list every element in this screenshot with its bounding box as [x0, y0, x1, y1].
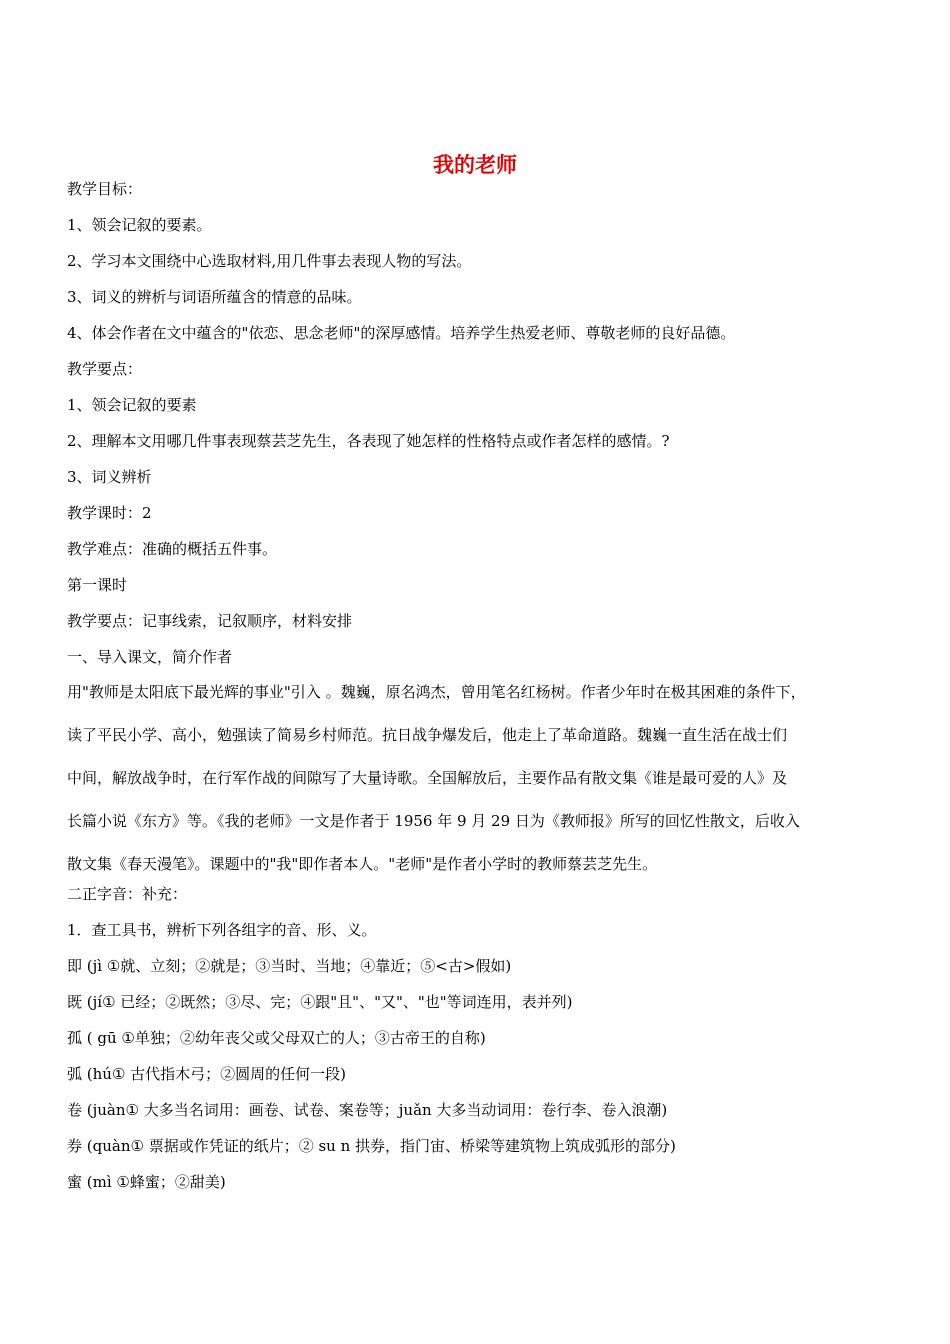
page-title: 我的老师 [433, 153, 517, 177]
paragraph-line: 长篇小说《东方》等。《我的老师》一文是作者于 1956 年 9 月 29 日为《教师报》所写的回忆性散文，后收入 [67, 812, 800, 830]
character-entry: 蜜 (mì ①蜂蜜；②甜美) [67, 1173, 226, 1191]
section-heading-goals: 教学目标： [67, 180, 143, 198]
section-heading-intro: 一、导入课文，简介作者 [67, 648, 233, 666]
paragraph-line: 散文集《春天漫笔》。课题中的"我"即作者本人。"老师"是作者小学时的教师蔡芸芝先生。 [67, 855, 658, 873]
character-entry: 弧 (hú① 古代指木弓；②圆周的任何一段) [67, 1065, 347, 1083]
author-intro-paragraph [67, 681, 897, 896]
character-entry: 既 (jí① 已经；②既然；③尽、完；④跟"且"、"又"、"也"等词连用，表并列) [67, 993, 573, 1011]
goal-item: 2、学习本文围绕中心选取材料,用几件事去表现人物的写法。 [67, 252, 472, 270]
lesson-heading: 第一课时 [67, 576, 128, 594]
goal-item: 3、词义的辨析与词语所蕴含的情意的品味。 [67, 288, 362, 306]
exercise-instruction: 1．查工具书，辨析下列各组字的音、形、义。 [67, 921, 377, 939]
goal-item: 4、体会作者在文中蕴含的"依恋、思念老师"的深厚感情。培养学生热爱老师、尊敬老师的良好品德。 [67, 324, 736, 342]
paragraph-line: 读了平民小学、高小，勉强读了简易乡村师范。抗日战争爆发后，他走上了革命道路。魏巍一直生活在战士们 [67, 726, 788, 744]
character-entry: 即 (jì ①就、立刻；②就是；③当时、当地；④靠近；⑤<古>假如) [67, 957, 512, 975]
character-entry: 卷 (juàn① 大多当名词用：画卷、试卷、案卷等；juǎn 大多当动词用：卷行李、卷入浪潮) [67, 1101, 668, 1119]
keypoint-item: 1、领会记叙的要素 [67, 396, 197, 414]
character-entry: 孤 ( gū ①单独；②幼年丧父或父母双亡的人；③古帝王的自称) [67, 1029, 486, 1047]
difficulty: 教学难点：准确的概括五件事。 [67, 540, 278, 558]
character-entry: 券 (quàn① 票据或作凭证的纸片；② su n 拱券，指门宙、桥梁等建筑物上筑成弧形的部分) [67, 1137, 676, 1155]
keypoint-item: 2、理解本文用哪几件事表现蔡芸芝先生，各表现了她怎样的性格特点或作者怎样的感情。? [67, 432, 670, 450]
class-hours: 教学课时：2 [67, 504, 152, 522]
keypoint-item: 3、词义辨析 [67, 468, 152, 486]
goal-item: 1、领会记叙的要素。 [67, 216, 212, 234]
lesson-keypoints: 教学要点：记事线索，记叙顺序，材料安排 [67, 612, 353, 630]
section-heading-pronunciation: 二正字音：补充： [67, 885, 188, 903]
paragraph-line: 中间，解放战争时，在行军作战的间隙写了大量诗歌。全国解放后，主要作品有散文集《谁是最可爱的人》及 [67, 769, 788, 787]
section-heading-keypoints: 教学要点： [67, 360, 143, 378]
paragraph-line: 用"教师是太阳底下最光辉的事业"引入 。魏巍，原名鸿杰，曾用笔名红杨树。作者少年时在极其困难的条件下， [67, 683, 806, 701]
